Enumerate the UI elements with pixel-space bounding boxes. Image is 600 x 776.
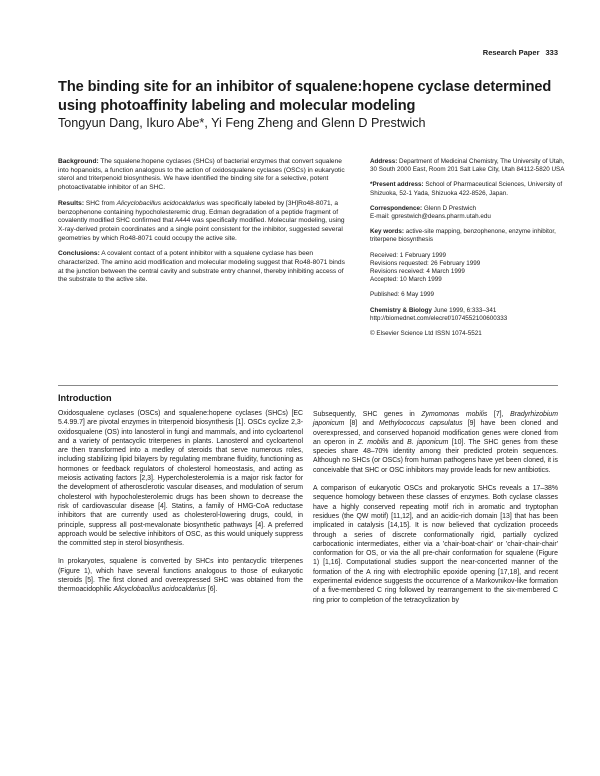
address-label: Address: [370,158,398,165]
journal-name: Chemistry & Biology [370,306,432,314]
species-name: Bradyrhizobium japonicum [313,411,558,428]
body-paragraph: Oxidosqualene cyclases (OSCs) and squalene:hopene cyclases (SHCs) [EC 5.4.99.7] are pivotal enzymes in triterpenoid biosynthesis [1]. OSCs cyclize 2,3-oxidosqualene (OS) into lanosterol in fungi and mammals, and into cycloartenol and a variety of pentacyclic triterpenes in plants. Lanosterol and cycloartenol are then transformed into a medley of steroids that serve numerous roles, including stabilizing lipid bilayers by regulating membrane fluidity, functioning as hormones or feedback regulators of cholesterol homeostasis, and acting as meiosis activating factors [2,3]. Hypercholesterolemia is a major risk factor for the development of atherosclerotic vascular diseases, and modulation of serum cholesterol with hypocholesterolemic drugs has been shown to decrease the risk of cardiovascular disease [4]. Statins, a family of HMG-CoA reductase inhibitors that are currently used as cholesterol-lowering drugs, could, in principle, suppress all post-mevalonate biosynthetic pathways [4]. A preferred approach would be selective inhibitors of OSC, as this would uniquely suppress the committed step in sterol biosynthesis. [58,410,303,548]
address-block [370,158,570,174]
keywords-label: Key words: [370,228,404,236]
body-column-right [313,410,558,614]
present-address-block [370,181,570,197]
citation-block [370,307,570,323]
abstract-results [58,200,348,244]
article-title: The binding site for an inhibitor of squalene:hopene cyclase determined using photoaffinity labeling and molecular modeling [58,79,552,114]
correspondence-label: Correspondence: [370,204,423,212]
body-column-left [58,393,303,604]
present-address-label: *Present address: [370,181,424,189]
copyright-notice: © Elsevier Science Ltd ISSN 1074-5521 [370,330,482,338]
body-text: and [392,438,404,446]
body-text: [10]. The SHC genes from these species share 48–70% identity among their predicted protein sequences. Although no SHCs (or OSCs) from human pathogens have yet been cloned, it is conceivable that SHC or OSC inhibitors may provide leads for new antibiotics. [313,438,559,474]
published-date: 6 May 1999 [401,291,435,299]
body-paragraph: A comparison of eukaryotic OSCs and prokaryotic SHCs reveals a 17–38% sequence homology between these classes of enzymes. Both cyclase classes have a highly conserved repeating motif rich in aromatic and tryptophan residues (the QW motif) [11,12], and an acidic-rich domain [13] that has been implicated in catalysis [14,15]. It is now believed that cyclization proceeds through a series of discrete conformationally rigid, partially cyclized carbocationic intermediates, either via a 'chair-boat-chair' or 'chair-chair-chair' conformation for OS, or via the all pre-chair conformation for squalene (Figure 1) [1,16]. Computational studies support the near-concerted manner of the formation of the A ring with electrophilic epoxide opening [17,18], and recent experimental evidence suggests the occurrence of a Markovnikov-like formation of a five-membered C ring followed by rearrangement to the six-membered C ring prior to completion of the tetracyclization by [313,485,558,604]
abstract-background [58,158,348,193]
results-species: Alicyclobacillus acidocaldarius [116,199,205,207]
keywords-text: active-site mapping, benzophenone, enzyme inhibitor, triterpene biosynthesis [370,228,556,244]
body-text: [7], [493,411,504,418]
species-name: Methylococcus capsulatus [378,420,463,428]
body-text: Subsequently, SHC genes in [313,411,415,418]
article-sidebar [370,158,570,345]
body-text: [6]. [207,586,218,594]
revisions-requested-date: 26 February 1999 [430,259,481,267]
email-link[interactable]: gprestwich@deans.pharm.utah.edu [391,213,491,221]
revisions-requested-label: Revisions requested: [370,259,429,267]
present-address-text: School of Pharmaceutical Sciences, University of Shizuoka, 52-1 Yada, Shizuoka 422-8526, Japan. [370,181,563,197]
body-text: [8] and [349,420,374,428]
dates-block [370,252,570,285]
conclusions-text: A covalent contact of a potent inhibitor with a squalene cyclase has been characterized. The amino acid modification and molecular modeling suggest that Ro48-8071 binds at the junction between the central cavity and substrate entry channel, thereby inhibiting access of the substrate to the active site. [58,250,345,284]
conclusions-label: Conclusions: [58,250,100,258]
species-name: Z. mobilis [357,438,389,446]
received-date: 1 February 1999 [399,251,446,259]
accepted-date: 10 March 1999 [399,276,442,284]
published-block [370,291,570,299]
published-label: Published: [370,291,400,299]
article-authors: Tongyun Dang, Ikuro Abe*, Yi Feng Zheng and Glenn D Prestwich [58,116,426,130]
abstract [58,158,348,292]
correspondence-name: Glenn D Prestwich [423,204,477,212]
page-number: 333 [545,48,558,57]
body-paragraph [58,557,303,594]
header-section: Research Paper [482,48,540,57]
email-label: E-mail: [370,213,390,221]
abstract-conclusions [58,250,348,285]
results-pre: SHC from [85,199,115,207]
species-name: Alicyclobacillus acidocaldarius [113,586,206,594]
species-name: Zymomonas mobilis [421,411,488,418]
article-url-link[interactable]: http://biomednet.com/elecref/1074552100600333 [370,314,508,322]
address-text: Department of Medicinal Chemistry, The University of Utah, 30 South 2000 East, Room 201 Salt Lake City, Utah 84112-5820 USA [370,158,565,174]
keywords-block [370,228,570,244]
body-text: In prokaryotes, squalene is converted by SHCs into pentacyclic triterpenes (Figure 1), which have several functions analogous to those of eukaryotic steroids [5]. The first cloned and overexpressed SHC was obtained from the thermoacidophilic [58,558,303,594]
background-label: Background: [58,158,99,165]
running-header [483,48,558,57]
received-label: Received: [370,251,399,259]
revisions-received-label: Revisions received: [370,268,425,276]
results-label: Results: [58,199,85,207]
introduction-heading: Introduction [58,393,112,403]
body-paragraph [313,410,558,475]
body-text: [9] have been cloned and overexpressed, and conserved hopanoid modification genes were cloned from an operon in [313,420,558,446]
correspondence-block [370,205,570,221]
species-name: B. japonicum [407,438,449,446]
journal-citation: June 1999, 6:333–341 [433,306,497,314]
revisions-received-date: 4 March 1999 [426,268,465,276]
results-text: was specifically labeled by [3H]Ro48-8071, a benzophenone containing hypocholesteremic drug. Edman degradation of a peptide fragment of covalently modified SHC confirmed that A444 was specifically modified. Molecular modeling, using X-ray-derived protein coordinates and a single point consistent for the inhibitor, suggested several geometries by which Ro48-8071 could occupy the active site. [58,199,345,242]
section-divider [58,385,558,386]
background-text: The squalene:hopene cyclases (SHCs) of bacterial enzymes that convert squalene into hopanoids, a function analogous to the action of oxidosqualene cyclases (OSCs) in eukaryotic sterol and triterpenoid biosynthesis. We have identified the binding site for a selective, potent photoactivatable inhibitor of an SHC. [58,158,345,192]
accepted-label: Accepted: [370,276,399,284]
